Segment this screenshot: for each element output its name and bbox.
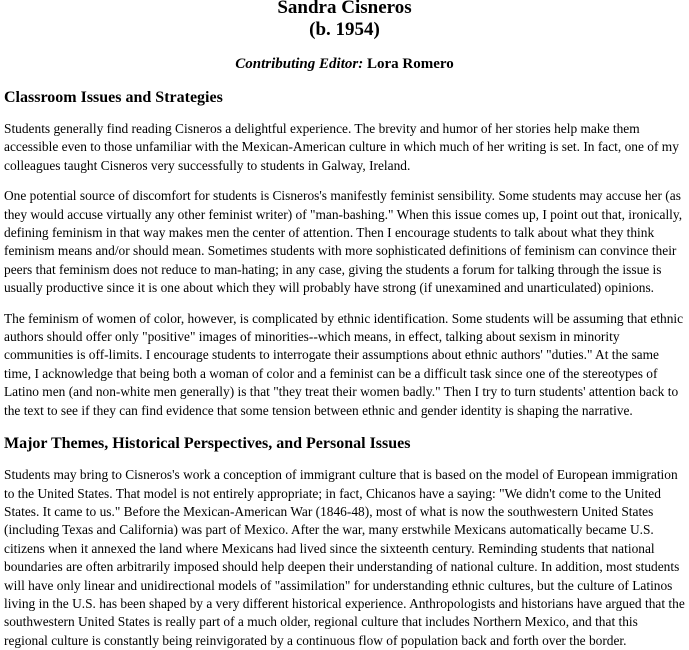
author-name: Sandra Cisneros (277, 0, 412, 18)
author-dates: (b. 1954) (309, 19, 380, 40)
paragraph: Students may bring to Cisneros's work a conception of immigrant culture that is based on the model of European immigration to the United States. That model is not entirely appropriate; in fact, Chicanos have a saying: "We didn't come to the United States. It came to us." Before the Mexican-American War (1846-48), most of what is now the southwestern United States (including Texas and California) was part of Mexico. After the war, many erstwhile Mexicans automatically became U.S. citizens when it annexed the land where Mexicans had lived since the sixteenth century. Reminding students that national boundaries are often arbitrarily imposed should help deepen their understanding of national culture. In addition, most students will have only linear and unidirectional models of "assimilation" for understanding ethnic cultures, but the culture of Latinos living in the U.S. has been shaped by a very different historical experience. Anthropologists and historians have argued that the southwestern United States is really part of a much older, regional culture that includes Northern Mexico, and that this regional culture is constantly being reinvigorated by a continuous flow of population back and forth over the border. (4, 467, 685, 648)
section-major-themes (4, 434, 685, 650)
page-title (4, 0, 685, 41)
editor-role-label: Contributing Editor: (235, 56, 364, 72)
paragraph: Students generally find reading Cisneros a delightful experience. The brevity and humor of her stories help make them accessible even to those unfamiliar with the Mexican-American culture in which much of her writing is set. In fact, one of my colleagues taught Cisneros very successfully to students in Galway, Ireland. (4, 121, 679, 173)
editor-name: Lora Romero (366, 56, 454, 72)
section-heading: Classroom Issues and Strategies (4, 89, 223, 106)
paragraph: The feminism of women of color, however, is complicated by ethnic identification. Some students will be assuming that ethnic authors should offer only "positive" images of minorities--which means, in effect, talking about sexism in minority communities is off-limits. I encourage students to interrogate their assumptions about ethnic authors' "duties." At the same time, I acknowledge that being both a woman of color and a feminist can be a difficult task since one of the stereotypes of Latino men (and non-white men generally) is that "they treat their women badly." Then I try to turn students' attention back to the text to see if they can find evidence that some tension between ethnic and gender identity is shaping the narrative. (4, 310, 684, 418)
section-classroom-issues (4, 88, 685, 420)
paragraph: One potential source of discomfort for students is Cisneros's manifestly feminist sensibility. Some students may accuse her (as they would accuse virtually any other feminist writer) of "man-bashing." When this issue comes up, I point out that, ironically, defining feminism in that way makes men the center of attention. Then I encourage students to talk about what they think feminism means and/or should mean. Sometimes students with more sophisticated definitions of feminism can convince their peers that feminism does not reduce to man-hating; in any case, giving the students a forum for talking through the issue is usually productive since it is one about which they will probably have strong (if unexamined and unarticulated) opinions. (4, 188, 683, 296)
section-heading: Major Themes, Historical Perspectives, and Personal Issues (4, 435, 411, 453)
contributing-editor-line (4, 54, 685, 74)
